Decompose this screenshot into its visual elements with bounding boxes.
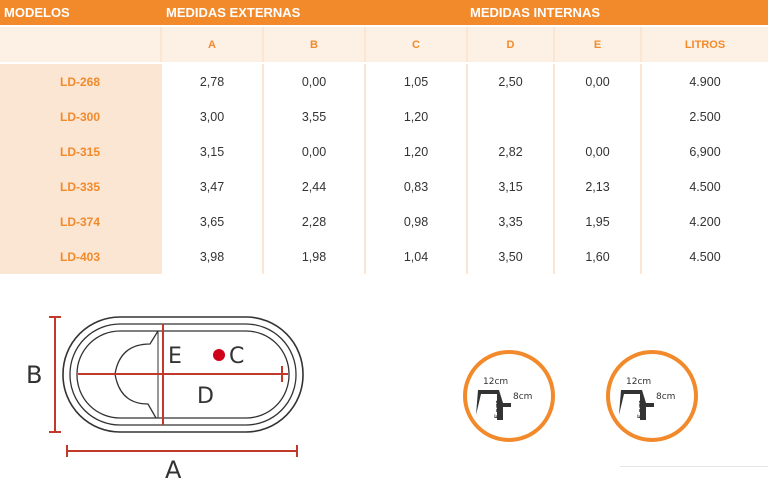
cell-b: 1,98: [264, 239, 364, 274]
cell-b: 2,28: [264, 204, 364, 239]
table-row: [0, 239, 768, 274]
column-header-d: D: [468, 27, 553, 62]
cell-d: 3,35: [468, 204, 553, 239]
column-header-c: C: [366, 27, 466, 62]
table-row: [0, 99, 768, 134]
cell-litros: 4.900: [642, 64, 768, 99]
label-b: B: [26, 361, 43, 389]
cell-litros: 4.500: [642, 239, 768, 274]
subheader-empty: [0, 27, 160, 62]
cell-e: 0,00: [555, 134, 640, 169]
cell-b: 3,55: [264, 99, 364, 134]
cell-e: 2,13: [555, 169, 640, 204]
cell-c: 1,04: [366, 239, 466, 274]
detail-width-label: 12cm: [483, 377, 509, 387]
cell-c: 0,83: [366, 169, 466, 204]
cell-c: 1,20: [366, 134, 466, 169]
pool-dimension-diagram: [20, 300, 350, 480]
model-name: LD-335: [59, 179, 100, 194]
cell-c: 0,98: [366, 204, 466, 239]
model-name: LD-268: [59, 74, 100, 89]
cell-a: 2,78: [162, 64, 262, 99]
label-a: A: [165, 456, 182, 480]
detail-depth-label: 5cm: [637, 399, 647, 419]
cell-e: 1,60: [555, 239, 640, 274]
table-row: [0, 134, 768, 169]
label-c: C: [229, 344, 245, 369]
cell-e: 0,00: [555, 64, 640, 99]
cell-b: 2,44: [264, 169, 364, 204]
cell-c: 1,20: [366, 99, 466, 134]
header-modelos: MODELOS: [4, 5, 70, 20]
cell-litros: 4.500: [642, 169, 768, 204]
model-name: LD-315: [59, 144, 100, 159]
cell-litros: 4.200: [642, 204, 768, 239]
label-e: E: [168, 344, 182, 369]
step-detail-circle: [459, 346, 559, 446]
cell-d: 3,50: [468, 239, 553, 274]
cell-a: 3,15: [162, 134, 262, 169]
table-header: [0, 0, 768, 25]
detail-step-label: 8cm: [656, 392, 676, 402]
detail-step-label: 8cm: [513, 392, 533, 402]
cell-a: 3,65: [162, 204, 262, 239]
column-header-b: B: [264, 27, 364, 62]
step-detail-circle: [602, 346, 702, 446]
table-row: [0, 169, 768, 204]
cell-litros: 2.500: [642, 99, 768, 134]
column-header-e: E: [555, 27, 640, 62]
model-name: LD-374: [59, 214, 100, 229]
detail-width-label: 12cm: [626, 377, 652, 387]
cell-d: 2,82: [468, 134, 553, 169]
model-name: LD-403: [59, 249, 100, 264]
cell-d: [468, 99, 553, 134]
header-medidas-internas: MEDIDAS INTERNAS: [470, 5, 601, 20]
label-d: D: [197, 384, 214, 409]
cell-d: 3,15: [468, 169, 553, 204]
header-medidas-externas: MEDIDAS EXTERNAS: [166, 5, 301, 20]
column-subheader: [0, 27, 768, 62]
cell-a: 3,98: [162, 239, 262, 274]
model-name: LD-300: [59, 109, 100, 124]
table-row: [0, 204, 768, 239]
cell-e: 1,95: [555, 204, 640, 239]
bottom-divider: [620, 466, 768, 467]
depth-marker-dot: [213, 349, 225, 361]
column-header-litros: LITROS: [642, 27, 768, 62]
cell-a: 3,47: [162, 169, 262, 204]
cell-d: 2,50: [468, 64, 553, 99]
detail-depth-label: 5cm: [494, 399, 504, 419]
cell-a: 3,00: [162, 99, 262, 134]
table-row: [0, 64, 768, 99]
cell-c: 1,05: [366, 64, 466, 99]
column-header-a: A: [162, 27, 262, 62]
cell-b: 0,00: [264, 134, 364, 169]
cell-e: [555, 99, 640, 134]
cell-b: 0,00: [264, 64, 364, 99]
cell-litros: 6,900: [642, 134, 768, 169]
